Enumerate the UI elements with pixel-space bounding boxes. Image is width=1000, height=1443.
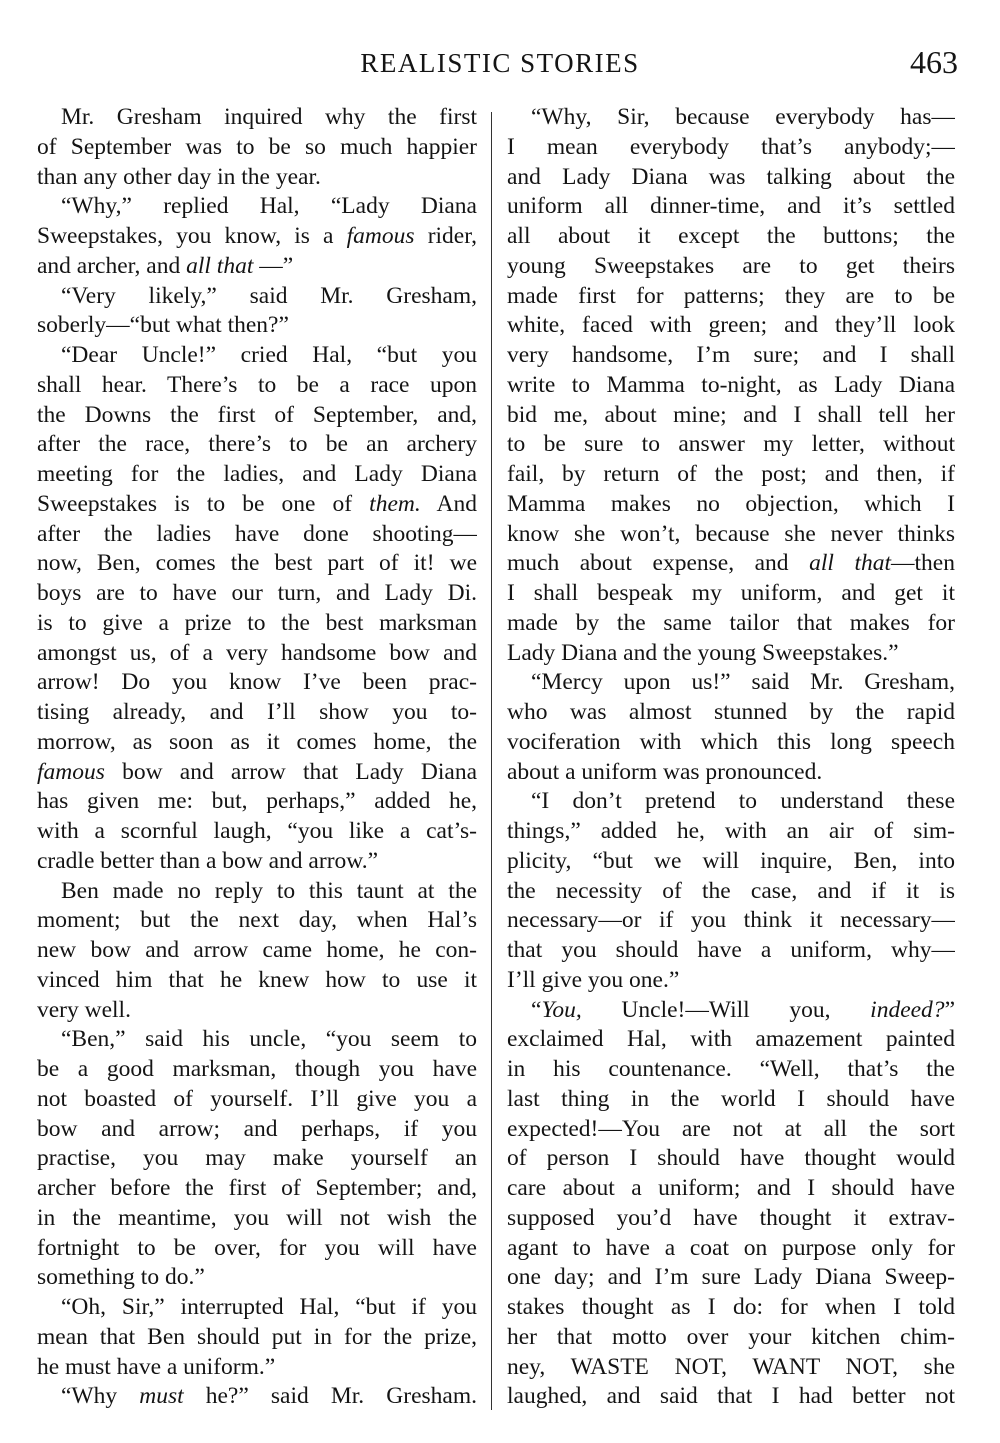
line-text: stakes thought as I do: for when I told: [507, 1294, 955, 1320]
column-divider: [491, 112, 492, 1410]
line-text: her that motto over your kitchen chim-: [507, 1323, 955, 1350]
line-text: “Mercy upon us!” said Mr. Gresham,: [531, 669, 955, 696]
text-line: [507, 133, 955, 163]
line-text: cradle better than a bow and arrow.”: [37, 847, 379, 874]
line-text: Sweepstakes is to be one of: [37, 490, 370, 517]
text-line: [507, 460, 955, 490]
line-text: I’ll give you one.”: [507, 966, 680, 993]
line-text: fortnight to be over, for you will have: [37, 1234, 477, 1261]
line-text: expected!—You are not at all the sort: [507, 1115, 955, 1142]
line-text: “Very likely,” said Mr. Gresham,: [61, 282, 477, 309]
text-line: [507, 728, 955, 758]
line-text: “: [531, 996, 542, 1023]
text-line: [37, 936, 477, 966]
line-text: shall hear. There’s to be a race upon: [37, 371, 477, 398]
text-line: [37, 698, 477, 728]
line-text: with a scornful laugh, “you like a cat’s-: [37, 818, 477, 844]
line-text: And: [420, 490, 477, 517]
text-line: [507, 1293, 955, 1323]
line-text: made first for patterns; they are to be: [507, 282, 955, 309]
text-line: [507, 371, 955, 401]
text-line: [507, 222, 955, 252]
right-text-column: [507, 103, 955, 1412]
text-line: [37, 728, 477, 758]
line-text: uniform all dinner-time, and it’s settled: [507, 193, 955, 220]
line-text: morrow, as soon as it comes home, the: [37, 728, 477, 755]
line-text: that you should have a uniform, why—: [507, 937, 955, 963]
line-text: —”: [253, 252, 294, 279]
line-text: arrow! Do you know I’ve been prac-: [37, 669, 477, 696]
line-text: boys are to have our turn, and Lady Di.: [37, 580, 477, 606]
line-text: now, Ben, comes the best part of it! we: [37, 550, 477, 577]
text-line: [507, 698, 955, 728]
text-line: [507, 1263, 955, 1293]
text-line: [507, 877, 955, 907]
italic-text: You,: [541, 996, 582, 1023]
line-text: something to do.”: [37, 1264, 205, 1291]
text-line: [37, 609, 477, 639]
line-text: after the race, there’s to be an archery: [37, 431, 477, 458]
line-text: bow and arrow; and perhaps, if you: [37, 1115, 477, 1142]
text-line: [507, 1115, 955, 1145]
text-line: [507, 282, 955, 312]
line-text: “I don’t pretend to understand these: [531, 788, 955, 815]
italic-text: indeed?: [870, 996, 945, 1023]
text-line: [507, 103, 955, 133]
line-text: he?” said Mr. Gresham.: [183, 1383, 477, 1410]
line-text: has given me: but, perhaps,” added he,: [37, 788, 477, 815]
text-line: [37, 1055, 477, 1085]
line-text: care about a uniform; and I should have: [507, 1175, 955, 1201]
line-text: things,” added he, with an air of sim-: [507, 818, 955, 844]
line-text: write to Mamma to-night, as Lady Diana: [507, 371, 955, 398]
text-line: [507, 817, 955, 847]
text-line: [37, 460, 477, 490]
line-text: to be sure to answer my letter, without: [507, 431, 955, 458]
line-text: very well.: [37, 996, 131, 1023]
line-text: who was almost stunned by the rapid: [507, 699, 955, 725]
text-line: [37, 1234, 477, 1264]
text-line: [37, 996, 477, 1026]
text-line: [37, 252, 477, 282]
line-text: exclaimed Hal, with amazement painted: [507, 1026, 955, 1053]
line-text: about a uniform was pronounced.: [507, 758, 823, 785]
line-text: ”: [944, 996, 955, 1023]
text-line: [507, 1174, 955, 1204]
line-text: is to give a prize to the best marksman: [37, 609, 477, 636]
text-line: [37, 549, 477, 579]
text-line: [507, 549, 955, 579]
left-text-column: [37, 103, 477, 1412]
line-text: all about it except the buttons; the: [507, 223, 955, 249]
text-line: [507, 847, 955, 877]
text-line: [37, 579, 477, 609]
line-text: “Why: [61, 1383, 140, 1410]
line-text: bow and arrow that Lady Diana: [104, 758, 477, 785]
text-line: [507, 639, 955, 669]
text-line: [507, 668, 955, 698]
line-text: “Why, Sir, because everybody has—: [531, 104, 955, 130]
line-text: Mamma makes no objection, which I: [507, 490, 955, 517]
text-line: [37, 877, 477, 907]
line-text: vinced him that he knew how to use it: [37, 966, 477, 993]
line-text: new bow and arrow came home, he con-: [37, 937, 477, 963]
line-text: very handsome, I’m sure; and I shall: [507, 342, 955, 368]
line-text: Lady Diana and the young Sweepstakes.”: [507, 639, 899, 666]
text-line: [37, 520, 477, 550]
line-text: Uncle!—Will you,: [581, 996, 871, 1023]
text-line: [37, 817, 477, 847]
text-line: [507, 1204, 955, 1234]
text-line: [507, 609, 955, 639]
text-line: [37, 103, 477, 133]
line-text: bid me, about mine; and I shall tell her: [507, 401, 955, 428]
line-text: of person I should have thought would: [507, 1145, 955, 1172]
page-header: [0, 44, 1000, 84]
line-text: last thing in the world I should have: [507, 1085, 955, 1112]
line-text: tising already, and I’ll show you to-: [37, 699, 477, 725]
line-text: one day; and I’m sure Lady Diana Sweep-: [507, 1264, 955, 1291]
line-text: Mr. Gresham inquired why the first: [61, 104, 477, 130]
text-line: [37, 311, 477, 341]
line-text: necessary—or if you think it necessary—: [507, 907, 955, 934]
line-text: much about expense, and: [507, 550, 810, 577]
line-text: of September was to be so much happier: [37, 133, 477, 160]
text-line: [507, 430, 955, 460]
italic-text: them.: [369, 490, 421, 517]
text-line: [37, 1353, 477, 1383]
text-line: [37, 1174, 477, 1204]
text-line: [507, 520, 955, 550]
text-line: [37, 490, 477, 520]
line-text: young Sweepstakes are to get theirs: [507, 252, 955, 279]
text-line: [37, 1204, 477, 1234]
text-line: [37, 222, 477, 252]
text-line: [37, 1144, 477, 1174]
line-text: be a good marksman, though you have: [37, 1056, 477, 1082]
line-text: know she won’t, because she never thinks: [507, 520, 955, 547]
line-text: white, faced with green; and they’ll look: [507, 312, 955, 339]
italic-text: all that: [809, 550, 892, 577]
text-line: [507, 758, 955, 788]
line-text: I shall bespeak my uniform, and get it: [507, 580, 955, 606]
italic-text: all that: [186, 252, 254, 279]
text-line: [507, 1144, 955, 1174]
text-line: [37, 430, 477, 460]
line-text: he must have a uniform.”: [37, 1353, 276, 1380]
text-line: [37, 341, 477, 371]
text-line: [507, 341, 955, 371]
line-text: “Why,” replied Hal, “Lady Diana: [61, 193, 477, 220]
line-text: mean that Ben should put in for the prize,: [37, 1323, 477, 1350]
text-line: [507, 192, 955, 222]
text-line: [507, 311, 955, 341]
text-line: [507, 906, 955, 936]
text-line: [507, 1234, 955, 1264]
text-line: [507, 966, 955, 996]
line-text: the Downs the first of September, and,: [37, 401, 477, 428]
text-line: [37, 787, 477, 817]
text-line: [507, 252, 955, 282]
text-line: [507, 401, 955, 431]
line-text: moment; but the next day, when Hal’s: [37, 907, 477, 934]
line-text: plicity, “but we will inquire, Ben, into: [507, 847, 955, 874]
text-line: [37, 1323, 477, 1353]
line-text: Sweepstakes, you know, is a: [37, 223, 347, 249]
line-text: laughed, and said that I had better not: [507, 1383, 955, 1410]
italic-text: famous: [37, 758, 105, 785]
text-line: [37, 639, 477, 669]
line-text: the necessity of the case, and if it is: [507, 877, 955, 904]
line-text: meeting for the ladies, and Lady Diana: [37, 461, 477, 487]
text-line: [37, 163, 477, 193]
text-line: [507, 490, 955, 520]
line-text: agant to have a coat on purpose only for: [507, 1234, 955, 1261]
line-text: I mean everybody that’s anybody;—: [507, 133, 955, 160]
text-line: [507, 1055, 955, 1085]
text-line: [37, 966, 477, 996]
line-text: rider,: [414, 223, 477, 249]
text-line: [37, 1025, 477, 1055]
line-text: archer before the first of September; and,: [37, 1175, 477, 1201]
italic-text: famous: [346, 223, 415, 249]
italic-text: must: [139, 1383, 184, 1410]
line-text: “Oh, Sir,” interrupted Hal, “but if you: [61, 1294, 477, 1320]
text-line: [507, 579, 955, 609]
text-line: [507, 1323, 955, 1353]
line-text: “Dear Uncle!” cried Hal, “but you: [61, 342, 477, 368]
text-line: [37, 1263, 477, 1293]
page-number: 463: [910, 44, 958, 80]
line-text: than any other day in the year.: [37, 163, 321, 190]
line-text: in the meantime, you will not wish the: [37, 1204, 477, 1231]
line-text: —then: [891, 550, 955, 577]
text-line: [37, 758, 477, 788]
text-line: [507, 163, 955, 193]
text-line: [37, 1382, 477, 1412]
text-line: [507, 936, 955, 966]
line-text: and Lady Diana was talking about the: [507, 163, 955, 190]
text-line: [37, 1115, 477, 1145]
text-line: [507, 1025, 955, 1055]
line-text: supposed you’d have thought it extrav-: [507, 1204, 955, 1231]
line-text: “Ben,” said his uncle, “you seem to: [61, 1026, 477, 1053]
text-line: [507, 787, 955, 817]
text-line: [507, 996, 955, 1026]
line-text: Ben made no reply to this taunt at the: [61, 877, 477, 904]
text-line: [37, 906, 477, 936]
text-line: [37, 133, 477, 163]
line-text: made by the same tailor that makes for: [507, 609, 955, 636]
text-line: [37, 371, 477, 401]
text-line: [37, 192, 477, 222]
running-title: REALISTIC STORIES: [360, 48, 640, 78]
text-line: [37, 847, 477, 877]
line-text: ney, WASTE NOT, WANT NOT, she: [507, 1353, 955, 1380]
line-text: after the ladies have done shooting—: [37, 520, 477, 547]
text-line: [507, 1382, 955, 1412]
text-line: [507, 1085, 955, 1115]
text-line: [37, 282, 477, 312]
line-text: in his countenance. “Well, that’s the: [507, 1056, 955, 1082]
line-text: practise, you may make yourself an: [37, 1145, 477, 1172]
line-text: soberly—“but what then?”: [37, 312, 289, 339]
text-line: [507, 1353, 955, 1383]
line-text: not boasted of yourself. I’ll give you a: [37, 1085, 477, 1112]
text-line: [37, 1293, 477, 1323]
text-line: [37, 1085, 477, 1115]
line-text: fail, by return of the post; and then, if: [507, 461, 955, 487]
line-text: amongst us, of a very handsome bow and: [37, 639, 477, 666]
line-text: vociferation with which this long speech: [507, 728, 955, 755]
line-text: and archer, and: [37, 252, 187, 279]
text-line: [37, 668, 477, 698]
text-line: [37, 401, 477, 431]
